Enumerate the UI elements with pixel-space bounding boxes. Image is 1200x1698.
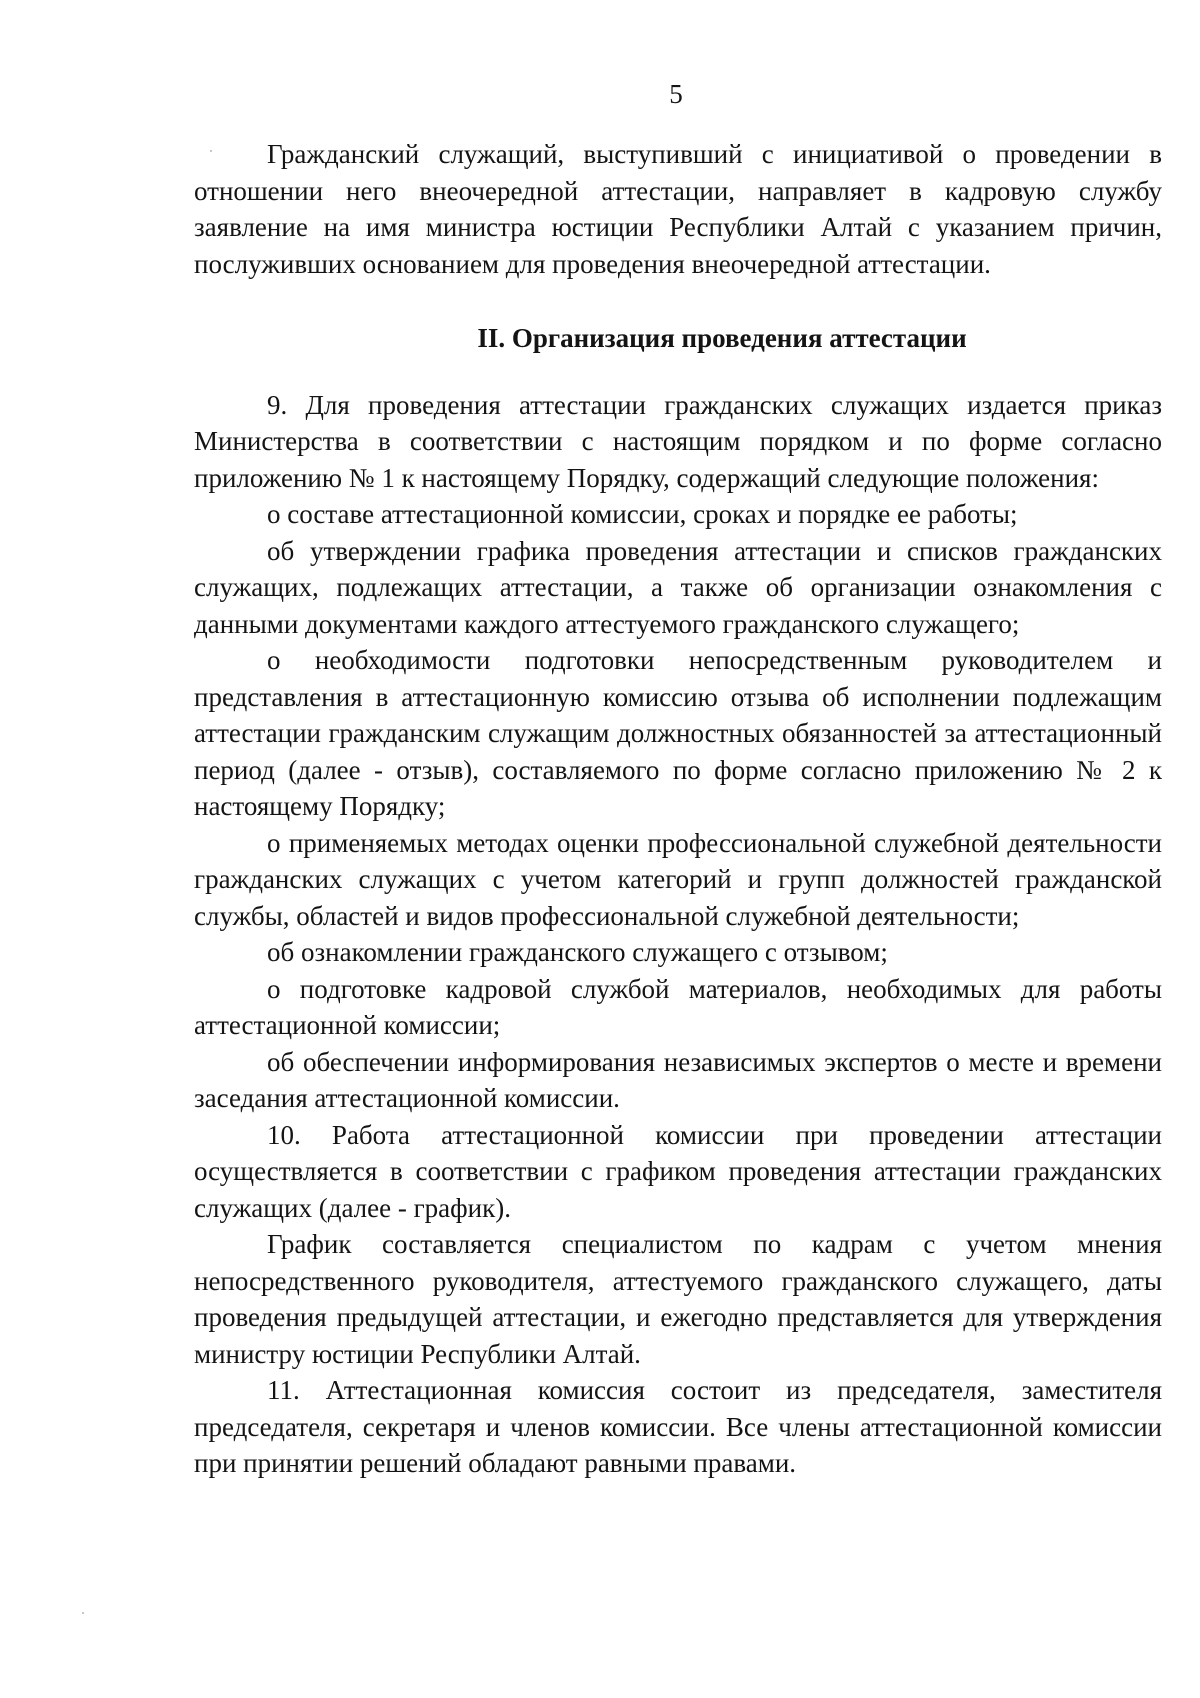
paragraph-schedule-approval: об утверждении графика проведения аттестации и списков гражданских служащих, подлежащих аттестации, а также об организации ознакомления с данными документами каждого аттестуемого гражданского служащего; xyxy=(194,535,1162,639)
paragraph-schedule-compilation: График составляется специалистом по кадрам с учетом мнения непосредственного руководителя, аттестуемого гражданского служащего, даты проведения предыдущей аттестации, и ежегодно представляется для утверждения министру юстиции Республики Алтай. xyxy=(194,1229,1162,1369)
scan-artifact xyxy=(210,150,212,152)
document-body xyxy=(194,136,1162,1482)
paragraph-item-9: 9. Для проведения аттестации гражданских служащих издается приказ Министерства в соответствии с настоящим порядком и по форме согласно приложению № 1 к настоящему Порядку, содержащий следующие положения: xyxy=(194,389,1162,493)
paragraph-commission-composition: о составе аттестационной комиссии, сроках и порядке ее работы; xyxy=(267,499,1018,529)
section-heading: II. Организация проведения аттестации xyxy=(477,323,967,353)
paragraph-review-familiarization: об ознакомлении гражданского служащего с отзывом; xyxy=(267,937,888,967)
page-number: 5 xyxy=(669,79,683,109)
paragraph-materials-preparation: о подготовке кадровой службой материалов, необходимых для работы аттестационной комиссии; xyxy=(194,973,1162,1040)
paragraph-evaluation-methods: о применяемых методах оценки профессиональной служебной деятельности гражданских служащих с учетом категорий и групп должностей гражданской службы, областей и видов профессиональной служебной деятельности; xyxy=(194,827,1162,931)
scan-artifact xyxy=(82,1612,84,1614)
paragraph-review-preparation: о необходимости подготовки непосредственным руководителем и представления в аттестационную комиссию отзыва об исполнении подлежащим аттестации гражданским служащим должностных обязанностей за аттестационный период (далее - отзыв), составляемого по форме согласно приложению № 2 к настоящему Порядку; xyxy=(194,645,1162,821)
paragraph-item-11: 11. Аттестационная комиссия состоит из председателя, заместителя председателя, секретаря и членов комиссии. Все члены аттестационной комиссии при принятии решений обладают равными правами. xyxy=(194,1375,1162,1478)
paragraph-item-10: 10. Работа аттестационной комиссии при проведении аттестации осуществляется в соответствии с графиком проведения аттестации гражданских служащих (далее - график). xyxy=(194,1119,1162,1223)
paragraph-extraordinary-attestation-request: Гражданский служащий, выступивший с инициативой о проведении в отношении него внеочередной аттестации, направляет в кадровую службу заявление на имя министра юстиции Республики Алтай с указанием причин, послуживших основанием для проведения внеочередной аттестации. xyxy=(194,139,1162,279)
paragraph-experts-notification: об обеспечении информирования независимых экспертов о месте и времени заседания аттестационной комиссии. xyxy=(194,1046,1162,1113)
